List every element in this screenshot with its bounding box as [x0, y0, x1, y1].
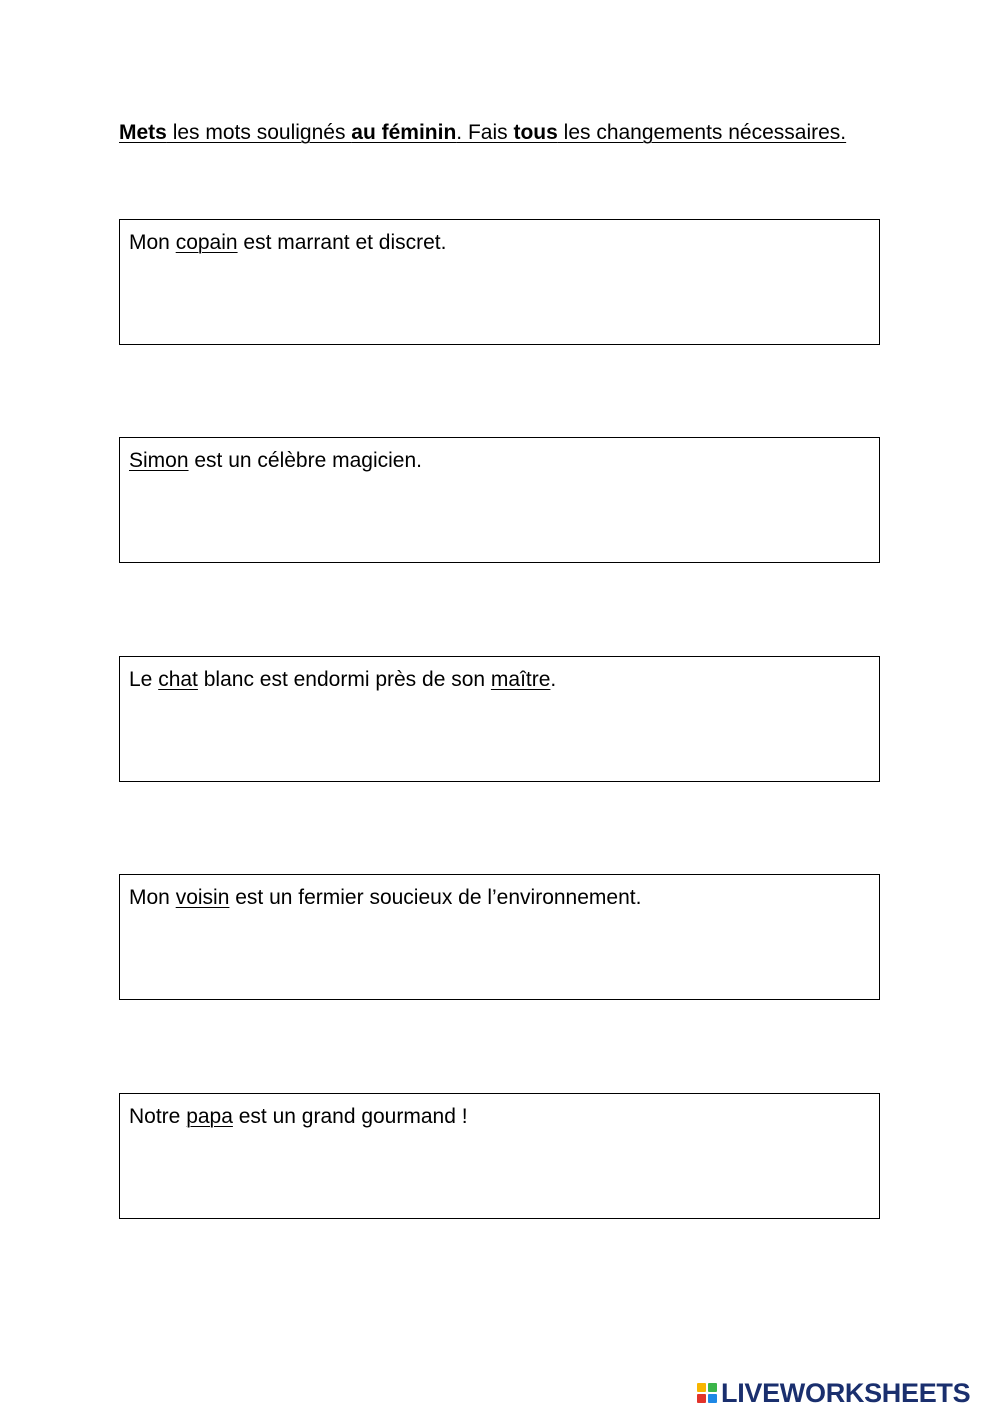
exercise-sentence [129, 666, 556, 694]
exercise-box-5[interactable] [119, 1093, 880, 1219]
underlined-word: voisin [175, 886, 230, 909]
instruction-bold-tous: tous [513, 121, 558, 144]
exercise-box-4[interactable] [119, 874, 880, 1000]
exercise-box-3[interactable] [119, 656, 880, 782]
underlined-word: papa [186, 1105, 233, 1128]
sentence-text: est un fermier soucieux de l’environnement. [229, 886, 642, 909]
underlined-word: Simon [129, 449, 189, 472]
instructions [119, 119, 880, 146]
instruction-text-1: les mots soulignés [166, 121, 352, 144]
exercise-sentence [129, 447, 422, 475]
instruction-bold-feminin: au féminin [351, 121, 457, 144]
logo-square-icon [697, 1383, 706, 1392]
logo-square-icon [697, 1394, 706, 1403]
exercise-box-1[interactable] [119, 219, 880, 345]
logo-square-icon [708, 1394, 717, 1403]
instruction-bold-mets: Mets [119, 121, 167, 144]
exercise-sentence [129, 1103, 468, 1131]
logo-grid-icon [697, 1383, 717, 1403]
liveworksheets-logo [697, 1378, 970, 1408]
underlined-word: chat [158, 668, 198, 691]
instruction-text-2: . Fais [456, 121, 514, 144]
exercise-sentence [129, 884, 641, 912]
sentence-text: est un célèbre magicien. [188, 449, 422, 472]
sentence-text: . [550, 668, 557, 691]
underlined-word: copain [175, 231, 238, 254]
sentence-text: Mon [129, 886, 176, 909]
sentence-text: Notre [129, 1105, 187, 1128]
instruction-text-3: les changements nécessaires. [557, 121, 847, 144]
underlined-word: maître [490, 668, 551, 691]
exercise-box-2[interactable] [119, 437, 880, 563]
sentence-text: est un grand gourmand ! [232, 1105, 468, 1128]
sentence-text: Le [129, 668, 159, 691]
sentence-text: est marrant et discret. [237, 231, 447, 254]
sentence-text: Mon [129, 231, 176, 254]
logo-text: LIVEWORKSHEETS [721, 1377, 971, 1408]
sentence-text: blanc est endormi près de son [197, 668, 491, 691]
logo-square-icon [708, 1383, 717, 1392]
exercise-sentence [129, 229, 446, 257]
